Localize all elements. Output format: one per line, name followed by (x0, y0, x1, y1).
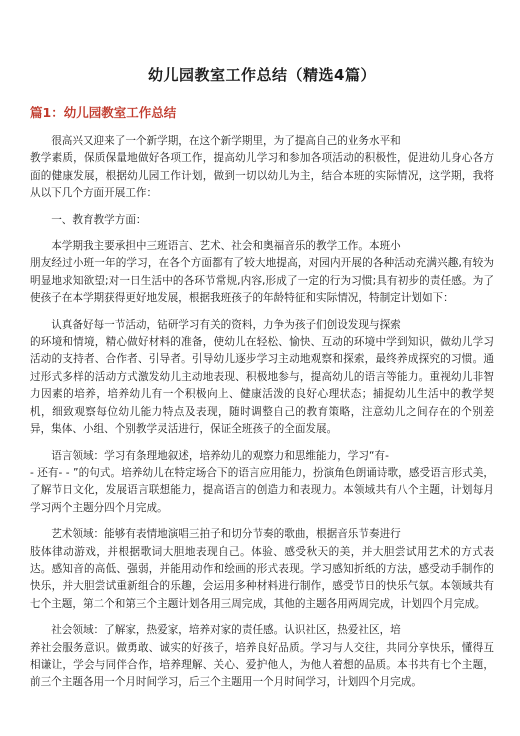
p1-line-2: 朋友经过小班一年的学习，在各个方面都有了较大地提高，对园内开展的各种活动充满兴趣,有较为明显地求知欲望;对一日生活中的各环节常规,内容,形成了一定的行为习惯;具有初步的责任感。为了使孩子在本学期获得更好地发展，根据我班孩子的年龄特征和实际情况，特制定计划如下： (30, 257, 494, 305)
p1-line-1: 本学期我主要承担中三班语言、艺术、社会和奥福音乐的教学工作。本班小 (51, 240, 401, 253)
p2-line-2: 的环境和情境，精心做好材料的准备，使幼儿在轻松、愉快、互动的环境中学到知识，做幼儿学习活动的支持者、合作者、引导者。引导幼儿逐步学习主动地观察和探索，最终养成探究的习惯。通过形式多样的活动方式激发幼儿主动地表现、积极地参与，提高幼儿的语言等能力。重视幼儿非智力因素的培养，培养幼儿有一个积极向上、健康活泼的良好心理状态；捕捉幼儿生活中的教学契机，细致观察每位幼儿能力特点及表现，随时调整自己的教育策略，注意幼儿之间存在的个别差异，集体、小组、个别教学灵活进行，保证全班孩子的全面发展。 (30, 336, 494, 436)
intro-line-2: 教学素质，保质保量地做好各项工作，提高幼儿学习和参加各项活动的积极性，促进幼儿身心各方面的健康发展，根据幼儿园工作计划，做到一切以幼儿为主，结合本班的实际情况，这学期，我将从以下几个方面开展工作： (30, 152, 494, 200)
p3-line-1: 语言领域：学习有条理地叙述，培养幼儿的观察力和思维能力，学习“有- (51, 449, 389, 462)
p2-line-1: 认真备好每一节活动，钻研学习有关的资料，力争为孩子们创设发现与探索 (51, 318, 401, 331)
p4-line-2: 肢体律动游戏，并根据歌词大胆地表现自己。体验、感受秋天的美，并大胆尝试用艺术的方式表达。感知音的高低、强弱，并能用动作和绘画的形式表现。学习感知折纸的方法，感受动手制作的快乐，并大胆尝试重新组合的乐趣，会运用多种材料进行制作，感受节日的快乐气氛。本领域共有七个主题，第二个和第三个主题计划各用三周完成，其他的主题各用两周完成，计划四个月完成。 (30, 545, 494, 610)
p5-line-2: 养社会服务意识。做勇敢、诚实的好孩子，培养良好品质。学习与人交往，共同分享快乐，懂得互相谦让，学会与同伴合作，培养理解、关心、爱护他人，为他人着想的品质。本书共有七个主题，前三个主题各用一个月时间学习，后三个主题用一个月时间学习，计划四个月完成。 (30, 641, 494, 689)
paragraph-2 (30, 317, 494, 439)
p3-line-2: - 还有- - ”的句式。培养幼儿在特定场合下的语言应用能力，扮演角色朗诵诗歌，感受语言形式美，了解节日文化，发展语言联想能力，提高语言的创造力和表现力。本领域共有八个主题，计划每月学习两个主题分四个月完成。 (30, 466, 494, 514)
section1-heading: 一、教育教学方面： (51, 213, 147, 226)
paragraph-3 (30, 448, 494, 518)
paragraph-1 (30, 238, 494, 308)
paragraph-5 (30, 622, 494, 692)
section-heading (30, 212, 494, 229)
p5-line-1: 社会领域：了解家，热爱家，培养对家的责任感。认识社区，热爱社区，培 (51, 624, 401, 637)
document-title: 幼儿园教室工作总结（精选4篇） (148, 66, 376, 84)
paragraph-4 (30, 526, 494, 613)
p4-line-1: 艺术领域：能够有表情地演唱三拍子和切分节奏的歌曲，根据音乐节奏进行 (51, 528, 401, 541)
intro-line-1: 很高兴又迎来了一个新学期，在这个新学期里，为了提高自己的业务水平和 (51, 135, 401, 147)
article-subtitle: 篇1：幼儿园教室工作总结 (30, 105, 177, 120)
intro-paragraph (30, 133, 494, 203)
